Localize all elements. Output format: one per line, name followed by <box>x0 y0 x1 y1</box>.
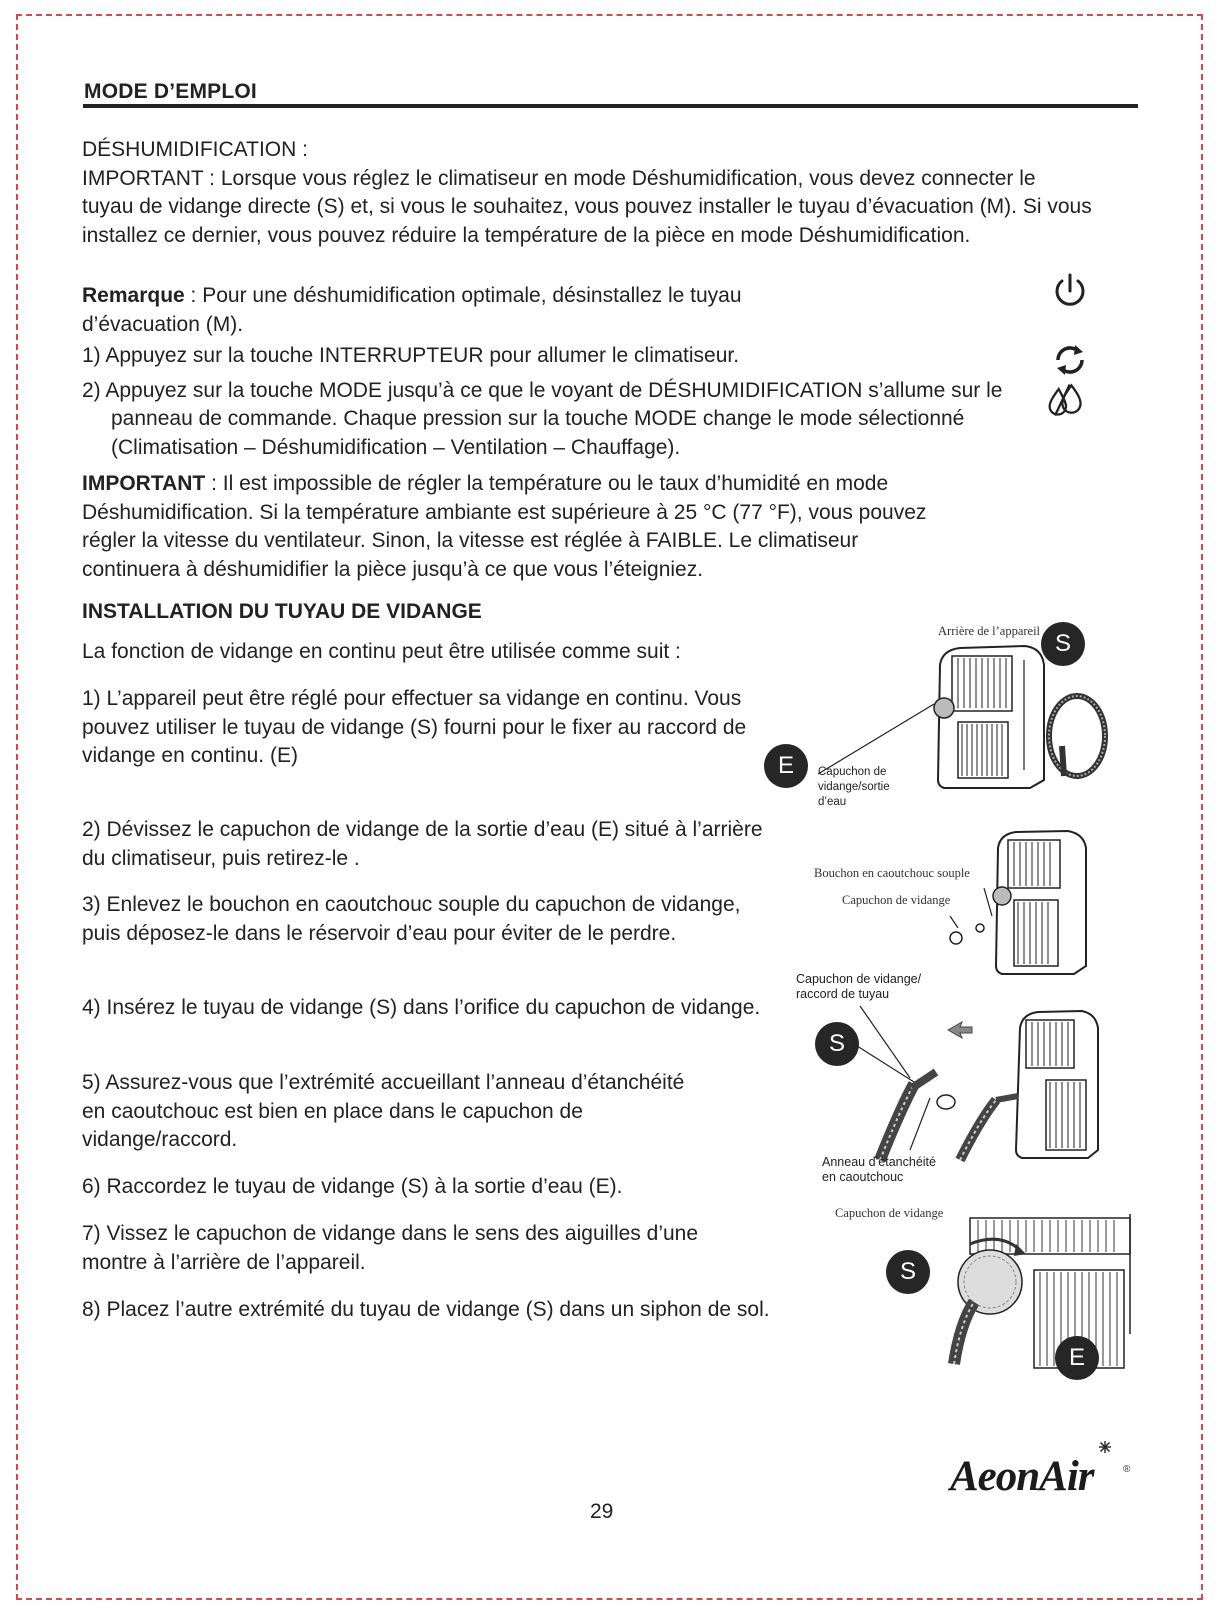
registered-mark: ® <box>1123 1464 1131 1475</box>
dehumid-step: 2) Appuyez sur la touche MODE jusqu’à ce que le voyant de DÉSHUMIDIFICATION s’allume sur le panneau de commande. Chaque pression sur la touche MODE change le mode sélectionné (Climatisation – Déshumidification – Ventilation – Chauffage). <box>82 378 1003 459</box>
fig2-caption-a: Bouchon en caoutchouc souple <box>814 866 970 880</box>
drain-step: 8) Placez l’autre extrémité du tuyau de vidange (S) dans un siphon de sol. <box>82 1298 770 1321</box>
dehumid-steps <box>82 342 1042 462</box>
fig1-title: Arrière de l’appareil <box>938 624 1041 638</box>
snowflake-icon <box>1098 1440 1112 1454</box>
remark-label: Remarque <box>82 284 185 307</box>
important-label: IMPORTANT <box>82 472 206 495</box>
unit-cap-removal-illustration <box>940 828 1090 978</box>
drain-step: 6) Raccordez le tuyau de vidange (S) à la sortie d’eau (E). <box>82 1175 623 1198</box>
badge-s: S <box>1041 622 1085 666</box>
drain-step: 7) Vissez le capuchon de vidange dans le sens des aiguilles d’une montre à l’arrière de l’appareil. <box>82 1222 699 1274</box>
dehumidify-drops-icon <box>1046 380 1086 420</box>
fig4-caption: Capuchon de vidange <box>835 1206 944 1220</box>
dehumid-heading: DÉSHUMIDIFICATION : <box>82 138 308 161</box>
drain-step: 4) Insérez le tuyau de vidange (S) dans l’orifice du capuchon de vidange. <box>82 996 761 1019</box>
fig3-caption: Capuchon de vidange/ raccord de tuyau <box>796 972 922 1001</box>
remark-text: : Pour une déshumidification optimale, désinstallez le tuyau d’évacuation (M). <box>82 284 742 336</box>
remark-paragraph <box>82 282 842 339</box>
power-icon <box>1050 271 1090 311</box>
page-number: 29 <box>590 1500 614 1523</box>
drain-step: 3) Enlevez le bouchon en caoutchouc souple du capuchon de vidange, puis déposez-le dans le réservoir d’eau pour éviter de le perdre. <box>82 893 741 945</box>
drain-step: 2) Dévissez le capuchon de vidange de la sortie d’eau (E) situé à l’arrière du climatiseur, puis retirez-le . <box>82 818 763 870</box>
dehumid-important-intro: IMPORTANT : Lorsque vous réglez le climatiseur en mode Déshumidification, vous devez connecter le tuyau de vidange directe (S) et, si vous le souhaitez, vous pouvez installer le tuyau d’évacuation (M). Si vous installez ce dernier, vous pouvez réduire la température de la pièce en mode Déshumidification. <box>82 166 1092 247</box>
drain-step: 5) Assurez-vous que l’extrémité accueillant l’anneau d’étanchéité en caoutchouc est bien en place dans le capuchon de vidange/raccord. <box>82 1071 685 1152</box>
badge-e: E <box>764 744 808 788</box>
badge-e: E <box>1055 1336 1099 1380</box>
badge-s: S <box>815 1022 859 1066</box>
header-rule <box>83 104 1138 108</box>
brand-logo: AeonAir <box>950 1453 1094 1500</box>
cap-screw-illustration <box>930 1214 1134 1374</box>
fig3-ring-caption: Anneau d’étanchéité en caoutchouc <box>822 1155 936 1184</box>
fig2-caption-b: Capuchon de vidange <box>842 893 951 907</box>
dehumid-step: 1) Appuyez sur la touche INTERRUPTEUR pour allumer le climatiseur. <box>82 344 740 367</box>
drain-step: 1) L’appareil peut être réglé pour effectuer sa vidange en continu. Vous pouvez utiliser le tuyau de vidange (S) fourni pour le fixer au raccord de vidange en continu. (E) <box>82 687 747 768</box>
page-title: MODE D’EMPLOI <box>84 80 257 103</box>
dehumid-section <box>82 136 1092 250</box>
important-text: : Il est impossible de régler la température ou le taux d’humidité en mode Déshumidification. Si la température ambiante est supérieure à 25 °C (77 °F), vous pouvez régler la vitesse du ventilateur. Sinon, la vitesse est réglée à FAIBLE. Le climatiseur continuera à déshumidifier la pièce jusqu’à ce que vous l’éteigniez. <box>82 472 927 581</box>
fig1-caption: Capuchon de vidange/sortie d’eau <box>818 766 890 808</box>
drain-heading: INSTALLATION DU TUYAU DE VIDANGE <box>82 600 482 623</box>
drain-hose-coil-illustration <box>1042 690 1112 782</box>
hose-insertion-illustration <box>850 1000 1100 1180</box>
drain-intro: La fonction de vidange en continu peut être utilisée comme suit : <box>82 640 681 663</box>
mode-cycle-icon <box>1050 340 1090 380</box>
badge-s: S <box>886 1250 930 1294</box>
important-paragraph <box>82 470 962 584</box>
